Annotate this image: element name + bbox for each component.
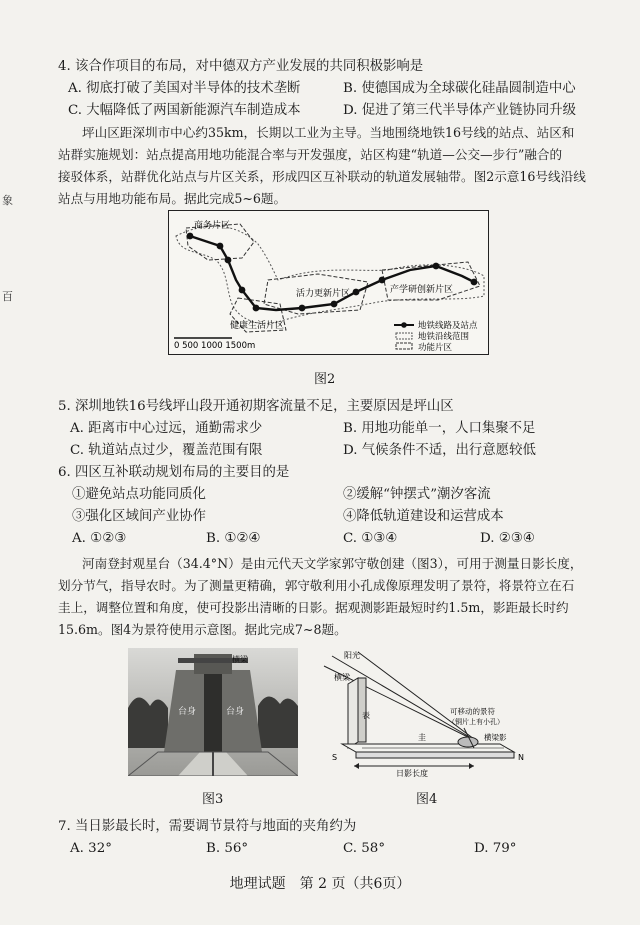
- diagram-label: 横梁: [334, 673, 350, 682]
- diagram-label: 圭: [418, 733, 426, 742]
- passage1-line: 站点与用地功能布局。据此完成5~6题。: [58, 191, 287, 206]
- passage1-line: 坪山区距深圳市中心约35km，长期以工业为主导。当地围绕地铁16号线的站点、站区和: [82, 125, 575, 140]
- q6-item: ①避免站点功能同质化: [72, 487, 206, 502]
- q5-option-b: B. 用地功能单一，人口集聚不足: [343, 421, 536, 436]
- diagram-label: 阳光: [344, 651, 360, 660]
- q5-stem: 5. 深圳地铁16号线坪山段开通初期客流量不足，主要原因是坪山区: [58, 399, 454, 414]
- q6-option-b: B. ①②④: [206, 531, 261, 546]
- figure4-caption: 图4: [416, 792, 438, 807]
- q7-option-c: C. 58°: [343, 841, 386, 856]
- jingfu-diagram: [318, 648, 528, 780]
- legend-item: 功能片区: [418, 343, 453, 353]
- photo-label: 台身: [226, 707, 245, 717]
- photo-label: 台身: [178, 707, 197, 717]
- diagram-label: 日影长度: [396, 769, 428, 778]
- q6-item: ④降低轨道建设和运营成本: [343, 509, 504, 524]
- q6-item: ②缓解“钟摆式”潮汐客流: [343, 487, 491, 502]
- figure3-caption: 图3: [202, 792, 224, 807]
- passage2-line: 河南登封观星台（34.4°N）是由元代天文学家郭守敬创建（图3），可用于测量日影长度，: [82, 556, 583, 571]
- diagram-label: 横梁影: [484, 733, 507, 742]
- q7-stem: 7. 当日影最长时，需要调节景符与地面的夹角约为: [58, 819, 357, 834]
- q6-option-d: D. ②③④: [480, 531, 535, 546]
- passage1-line: 站群实施规划：站点提高用地功能混合率与开发强度，站区构建“轨道—公交—步行”融合的: [58, 147, 563, 162]
- passage2-line: 划分节气，指导农时。为了测量更精确，郭守敬利用小孔成像原理发明了景符，将景符立在石: [58, 578, 575, 593]
- q4-option-a: A. 彻底打破了美国对半导体的技术垄断: [68, 81, 301, 96]
- q5-option-c: C. 轨道站点过少，覆盖范围有限: [70, 443, 263, 458]
- diagram-label: N: [518, 753, 524, 762]
- diagram-label: S: [332, 753, 338, 762]
- zone-label: 产学研创新片区: [390, 285, 454, 295]
- diagram-label: （铜片上有小孔）: [448, 718, 504, 726]
- margin-mark: 象: [2, 194, 13, 207]
- q7-option-a: A. 32°: [70, 841, 112, 856]
- observatory-photo: [128, 648, 298, 776]
- legend-item: 地铁线路及站点: [418, 321, 478, 331]
- q4-option-d: D. 促进了第三代半导体产业链协同升级: [343, 103, 577, 118]
- metro-map-figure: [168, 210, 490, 356]
- zone-label: 活力更新片区: [296, 289, 351, 299]
- q4-stem: 4. 该合作项目的布局，对中德双方产业发展的共同积极影响是: [58, 59, 424, 74]
- q6-option-c: C. ①③④: [343, 531, 398, 546]
- scale-label: 0 500 1000 1500m: [174, 341, 256, 351]
- q6-option-a: A. ①②③: [72, 531, 127, 546]
- diagram-label: 表: [362, 711, 370, 720]
- q7-option-d: D. 79°: [474, 841, 517, 856]
- margin-mark: 百: [2, 290, 13, 303]
- q5-option-d: D. 气候条件不适，出行意愿较低: [343, 443, 536, 458]
- q4-option-b: B. 使德国成为全球碳化硅晶圆制造中心: [343, 81, 576, 96]
- zone-label: 商务片区: [194, 221, 231, 231]
- zone-label: 健康生活片区: [230, 321, 285, 331]
- figure2-caption: 图2: [314, 372, 336, 387]
- diagram-label: 可移动的景符: [450, 707, 495, 716]
- q5-option-a: A. 距离市中心过远，通勤需求少: [70, 421, 263, 436]
- q7-option-b: B. 56°: [206, 841, 249, 856]
- q6-item: ③强化区域间产业协作: [72, 509, 206, 524]
- legend-item: 地铁沿线范围: [418, 332, 470, 342]
- q4-option-c: C. 大幅降低了两国新能源汽车制造成本: [68, 103, 301, 118]
- q6-stem: 6. 四区互补联动规划布局的主要目的是: [58, 465, 290, 480]
- passage1-line: 接驳体系，站群优化站点与片区关系，形成四区互补联动的轨道发展轴带。图2示意16号线沿线: [58, 169, 586, 184]
- passage2-line: 15.6m。图4为景符使用示意图。据此完成7~8题。: [58, 622, 347, 637]
- passage2-line: 圭上，调整位置和角度，使可投影出清晰的日影。据观测影距最短时约1.5m，影距最长时约: [58, 600, 569, 615]
- photo-label: 横梁: [232, 655, 248, 664]
- page-footer: 地理试题 第 2 页（共6页）: [229, 876, 411, 892]
